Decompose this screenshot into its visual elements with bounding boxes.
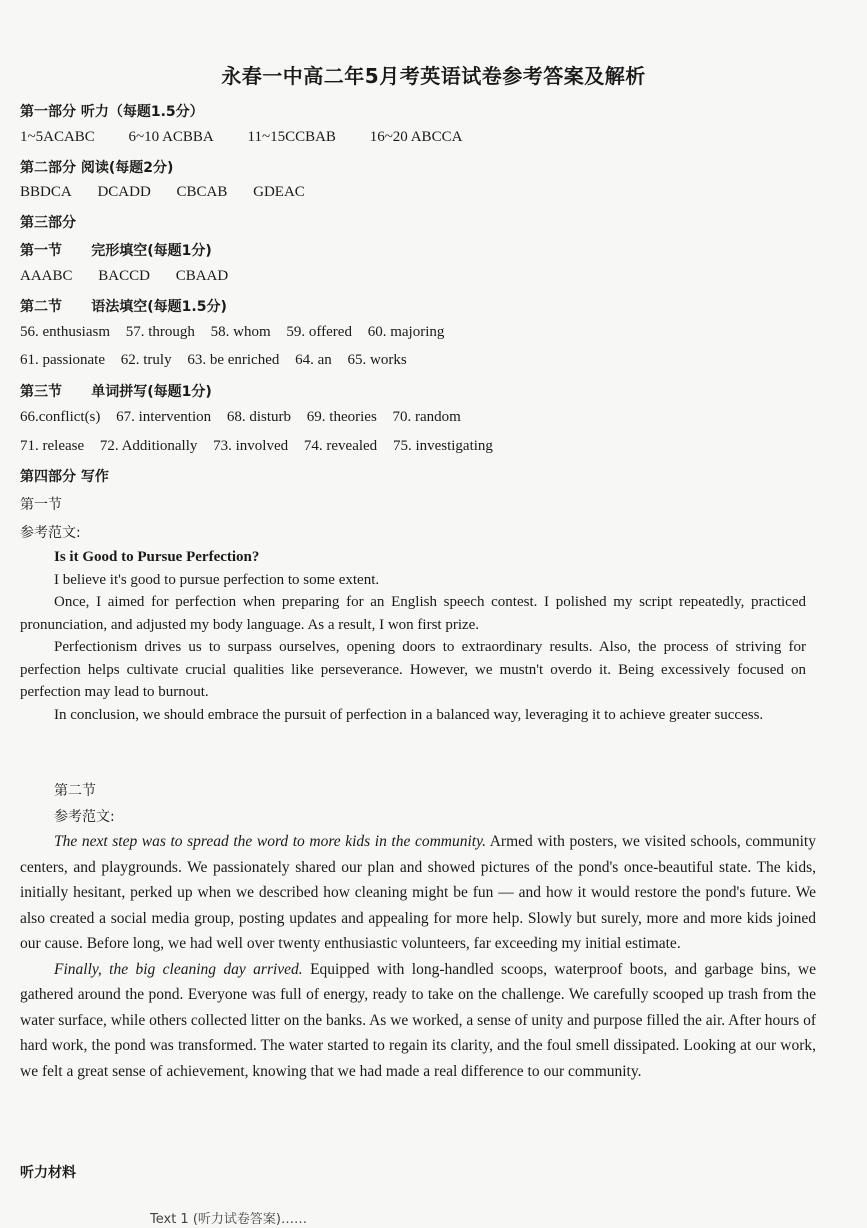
answer-item: 59. offered	[286, 324, 352, 340]
essay-paragraph: I believe it's good to pursue perfection to some extent.	[54, 571, 380, 588]
answer-item: 66.conflict(s)	[20, 409, 101, 425]
answer-group: CBAAD	[175, 268, 229, 284]
answer-item: 58. whom	[210, 324, 271, 340]
grammar-answers-row1	[20, 324, 456, 341]
part4-section1-heading: 第一节	[20, 497, 62, 513]
part3-heading: 第三部分	[20, 215, 76, 231]
answer-item: 64. an	[295, 352, 332, 368]
essay-title: Is it Good to Pursue Perfection?	[54, 549, 260, 565]
answer-item: 72. Additionally	[99, 438, 198, 454]
answer-group: DCADD	[97, 184, 151, 200]
sample-essay-label: 参考范文:	[54, 809, 115, 825]
answer-group: CBCAB	[176, 184, 228, 200]
essay-paragraph: Once, I aimed for perfection when preparing for an English speech contest. I polished my script repeatedly, practiced pronunciation, and adjusted my body language. As a result, I won first prize.	[20, 594, 806, 633]
grammar-answers-row2	[20, 352, 419, 369]
part4-heading: 第四部分 写作	[20, 469, 109, 485]
answer-item: 75. investigating	[392, 438, 493, 454]
answer-group: 6~10 ACBBA	[128, 129, 214, 145]
essay-paragraph: Perfectionism drives us to surpass ourselves, opening doors to extraordinary results. Also, the process of striving for perfection helps cultivate crucial qualities like perseverance. However, we mustn't overdo it. Being excessively focused on perfection may lead to burnout.	[20, 639, 806, 700]
part3-section3-heading: 第三节 单词拼写(每题1分)	[20, 384, 212, 400]
paragraph-lead-sentence: Finally, the big cleaning day arrived.	[54, 960, 303, 978]
answer-group: 1~5ACABC	[20, 129, 95, 145]
answer-item: 61. passionate	[20, 352, 105, 368]
spelling-answers-row1	[20, 409, 473, 426]
page-title: 永春一中高二年5月考英语试卷参考答案及解析	[221, 64, 646, 88]
cloze-answers	[20, 268, 250, 285]
answer-group: BBDCA	[20, 184, 72, 200]
part2-heading: 第二部分 阅读(每题2分)	[20, 160, 174, 176]
part2-answers	[20, 184, 327, 201]
answer-item: 65. works	[347, 352, 407, 368]
answer-item: 70. random	[392, 409, 461, 425]
sample-essay-2	[20, 829, 816, 1084]
cut-off-line: Text 1 (听力试卷答案)……	[150, 1212, 307, 1227]
continuation-paragraph-1	[20, 829, 816, 957]
part4-section2-heading: 第二节	[54, 783, 96, 799]
paragraph-body: Armed with posters, we visited schools, community centers, and playgrounds. We passionately shared our plan and showed pictures of the pond's once-beautiful state. The kids, initially hesitant, perked up when we described how cleaning might be fun — and how it would restore the pond's future. We also created a social media group, posting updates and appealing for more help. Slowly but surely, more and more kids joined our cause. Before long, we had well over twenty enthusiastic volunteers, far exceeding my initial estimate.	[20, 833, 816, 952]
answer-item: 57. through	[125, 324, 195, 340]
answer-item: 56. enthusiasm	[20, 324, 110, 340]
answer-item: 68. disturb	[226, 409, 292, 425]
sample-essay-1	[20, 546, 806, 726]
answer-item: 63. be enriched	[187, 352, 280, 368]
answer-group: AAABC	[20, 268, 73, 284]
answer-item: 73. involved	[213, 438, 289, 454]
answer-group: 16~20 ABCCA	[369, 129, 463, 145]
part3-section2-heading: 第二节 语法填空(每题1.5分)	[20, 299, 227, 315]
answer-group: GDEAC	[253, 184, 305, 200]
paragraph-body: Equipped with long-handled scoops, waterproof boots, and garbage bins, we gathered around the pond. Everyone was full of energy, ready to take on the challenge. We carefully scooped up trash from the water surface, while others collected litter on the banks. As we worked, a sense of unity and purpose filled the air. After hours of hard work, the pond was transformed. The water started to regain its clarity, and the foul smell dissipated. Looking at our work, we felt a great sense of achievement, knowing that we had made a real difference to our community.	[20, 960, 816, 1080]
answer-item: 60. majoring	[367, 324, 445, 340]
answer-item: 67. intervention	[116, 409, 212, 425]
answer-item: 69. theories	[306, 409, 377, 425]
spelling-answers-row2	[20, 438, 505, 455]
essay-paragraph: In conclusion, we should embrace the pursuit of perfection in a balanced way, leveraging it to achieve greater success.	[54, 706, 764, 723]
answer-item: 71. release	[20, 438, 85, 454]
part3-section1-heading: 第一节 完形填空(每题1分)	[20, 243, 212, 259]
answer-group: BACCD	[98, 268, 150, 284]
answer-item: 74. revealed	[303, 438, 378, 454]
paragraph-lead-sentence: The next step was to spread the word to more kids in the community.	[54, 833, 486, 850]
part1-heading: 第一部分 听力（每题1.5分）	[20, 104, 204, 120]
continuation-paragraph-2	[20, 957, 816, 1085]
listening-material-heading: 听力材料	[20, 1165, 76, 1181]
answer-item: 62. truly	[120, 352, 172, 368]
answer-group: 11~15CCBAB	[247, 129, 336, 145]
part1-answers	[20, 129, 484, 146]
sample-essay-label: 参考范文:	[20, 525, 81, 541]
